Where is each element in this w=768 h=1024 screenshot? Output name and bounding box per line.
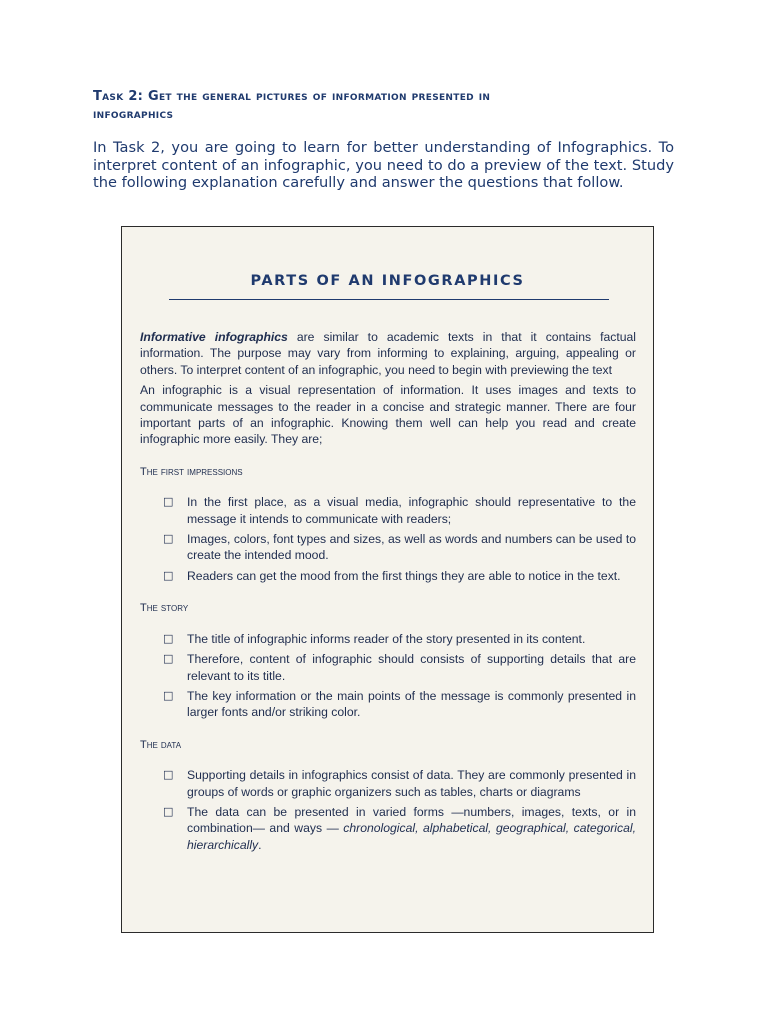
- list-item-italic-text: chronological, alphabetical, geographical, categorical, hierarchically: [187, 821, 636, 852]
- list-item-text: In the first place, as a visual media, infographic should representative to the message it intends to communicate with readers;: [187, 495, 636, 526]
- paragraph-informative-infographics: [140, 329, 636, 378]
- infographic-explanation-box: [121, 226, 654, 933]
- bullet-list-first-impressions: [140, 494, 636, 584]
- section-heading-story: The story: [140, 602, 189, 615]
- box-body: [140, 329, 636, 857]
- task-heading: [93, 88, 673, 124]
- missing-glyph-box-icon: □: [163, 688, 174, 702]
- missing-glyph-box-icon: □: [163, 804, 174, 818]
- paragraph-definition: An infographic is a visual representation of information. It uses images and texts to communicate messages to the reader in a concise and strategic manner. There are four important parts of an infographic. Knowing them well can help you read and create infographic more easily. They are;: [140, 383, 636, 447]
- missing-glyph-box-icon: □: [163, 532, 174, 546]
- bullet-list-story: [140, 631, 636, 721]
- title-underline: [169, 299, 609, 300]
- list-item: [140, 494, 636, 527]
- list-item: [140, 651, 636, 684]
- list-item-text: Images, colors, font types and sizes, as well as words and numbers can be used to create the intended mood.: [187, 532, 636, 563]
- missing-glyph-box-icon: □: [163, 631, 174, 645]
- section-heading-first-impressions: The first impressions: [140, 465, 243, 478]
- list-item: [140, 568, 636, 584]
- missing-glyph-box-icon: □: [163, 768, 174, 782]
- list-item: [140, 767, 636, 800]
- paragraph-lead: Informative infographics: [140, 330, 288, 344]
- list-item-text: The key information or the main points of the message is commonly presented in larger fonts and/or striking color.: [187, 688, 636, 720]
- box-title: PARTS OF AN INFOGRAPHICS: [250, 273, 525, 289]
- list-item-end: .: [258, 837, 262, 852]
- list-item: [140, 804, 636, 853]
- section-heading-data: The data: [140, 738, 182, 751]
- list-item: [140, 631, 636, 647]
- task-heading-line2: infographics: [93, 107, 174, 122]
- list-item-text: Therefore, content of infographic should consists of supporting details that are relevant to its title.: [187, 652, 636, 683]
- missing-glyph-box-icon: □: [163, 495, 174, 509]
- list-item-text: Readers can get the mood from the first things they are able to notice in the text.: [187, 568, 621, 583]
- list-item: [140, 688, 636, 721]
- list-item-text: The title of infographic informs reader of the story presented in its content.: [187, 631, 586, 646]
- missing-glyph-box-icon: □: [163, 568, 174, 582]
- list-item: [140, 531, 636, 564]
- paragraph-text: are similar to academic texts in that it contains factual information. The purpose may vary from informing to explaining, arguing, appealing or others. To interpret content of an infographic, you need to begin with previewing the text: [140, 330, 637, 377]
- list-item-text: Supporting details in infographics consist of data. They are commonly presented in groups of words or graphic organizers such as tables, charts or diagrams: [187, 768, 636, 799]
- task-heading-line1: Task 2: Get the general pictures of information presented in: [93, 89, 491, 104]
- list-item-text: The data can be presented in varied forms —numbers, images, texts, or in combination— and ways —: [187, 804, 636, 836]
- task-intro: In Task 2, you are going to learn for better understanding of Infographics. To interpret content of an infographic, you need to do a preview of the text. Study the following explanation carefully and answer the questions that follow.: [93, 139, 674, 191]
- bullet-list-data: [140, 767, 636, 853]
- missing-glyph-box-icon: □: [163, 652, 174, 666]
